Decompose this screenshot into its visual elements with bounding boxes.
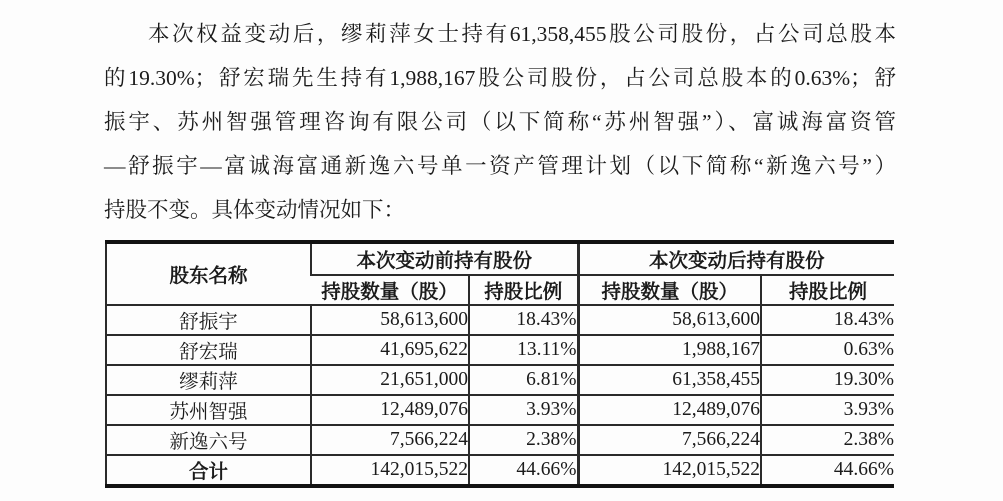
total-before-qty: 142,015,522: [311, 455, 469, 486]
after-ratio: 18.43%: [761, 305, 894, 335]
table-total-row: [106, 455, 894, 486]
table-row: [106, 335, 894, 365]
after-qty: 58,613,600: [578, 305, 761, 335]
after-ratio: 0.63%: [761, 335, 894, 365]
shareholder-name: 缪莉萍: [106, 365, 311, 395]
before-ratio: 3.93%: [469, 395, 578, 425]
after-ratio: 19.30%: [761, 365, 894, 395]
after-qty: 1,988,167: [578, 335, 761, 365]
paragraph-line: 振宇、苏州智强管理咨询有限公司（以下简称“苏州智强”）、富诚海富资管: [104, 110, 896, 134]
paragraph-line: 本次权益变动后，缪莉萍女士持有61,358,455股公司股份，占公司总股本: [148, 22, 896, 46]
after-qty: 12,489,076: [578, 395, 761, 425]
after-ratio: 2.38%: [761, 425, 894, 455]
shareholding-change-table: [105, 240, 894, 488]
announcement-paragraph: [104, 12, 896, 232]
table-header-group-row: [106, 242, 894, 275]
table-row: [106, 305, 894, 335]
paragraph-line: 持股不变。具体变动情况如下：: [104, 198, 406, 222]
before-qty: 21,651,000: [311, 365, 469, 395]
header-before-group: 本次变动前持有股份: [311, 242, 578, 275]
before-ratio: 2.38%: [469, 425, 578, 455]
paragraph-line: 的19.30%；舒宏瑞先生持有1,988,167股公司股份，占公司总股本的0.63%；舒: [104, 66, 896, 90]
before-qty: 41,695,622: [311, 335, 469, 365]
total-before-ratio: 44.66%: [469, 455, 578, 486]
before-qty: 58,613,600: [311, 305, 469, 335]
shareholder-name: 苏州智强: [106, 395, 311, 425]
total-after-qty: 142,015,522: [578, 455, 761, 486]
before-qty: 12,489,076: [311, 395, 469, 425]
header-shareholder-name: 股东名称: [106, 242, 311, 305]
table-row: [106, 395, 894, 425]
header-after-qty: 持股数量（股）: [578, 275, 761, 305]
after-qty: 7,566,224: [578, 425, 761, 455]
before-ratio: 13.11%: [469, 335, 578, 365]
after-qty: 61,358,455: [578, 365, 761, 395]
table-row: [106, 425, 894, 455]
total-label: 合计: [106, 455, 311, 486]
before-qty: 7,566,224: [311, 425, 469, 455]
before-ratio: 6.81%: [469, 365, 578, 395]
paragraph-line: —舒振宇—富诚海富通新逸六号单一资产管理计划（以下简称“新逸六号”）: [104, 154, 896, 178]
after-ratio: 3.93%: [761, 395, 894, 425]
header-before-ratio: 持股比例: [469, 275, 578, 305]
shareholder-name: 舒振宇: [106, 305, 311, 335]
table-row: [106, 365, 894, 395]
total-after-ratio: 44.66%: [761, 455, 894, 486]
header-after-ratio: 持股比例: [761, 275, 894, 305]
before-ratio: 18.43%: [469, 305, 578, 335]
header-before-qty: 持股数量（股）: [311, 275, 469, 305]
shareholder-name: 新逸六号: [106, 425, 311, 455]
shareholder-name: 舒宏瑞: [106, 335, 311, 365]
header-after-group: 本次变动后持有股份: [578, 242, 894, 275]
